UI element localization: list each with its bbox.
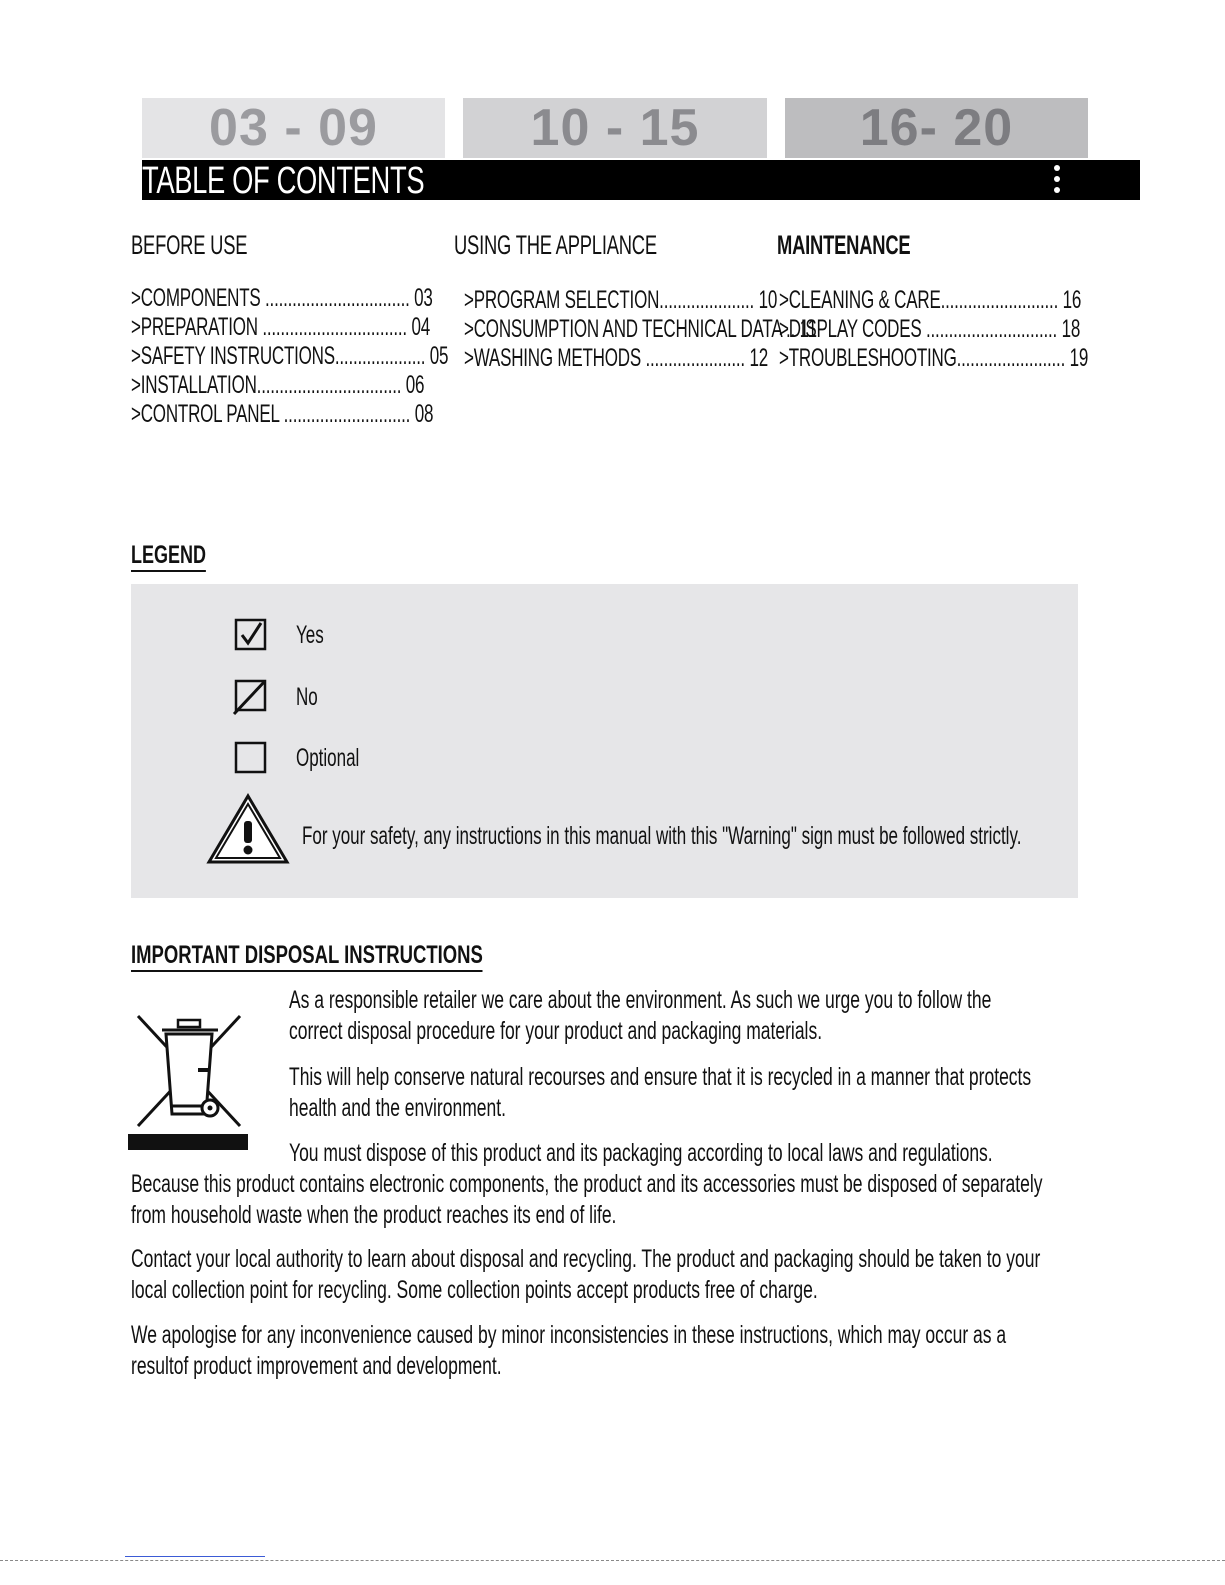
toc-column-before-use [131, 230, 449, 428]
section-heading: MAINTENANCE [777, 230, 911, 260]
empty-box-icon [234, 741, 268, 775]
more-dots-icon [1052, 160, 1062, 200]
toc-column-using-the-appliance [454, 230, 817, 372]
toc-entry[interactable]: >INSTALLATION................................ 06 [131, 371, 425, 399]
section-heading: BEFORE USE [131, 230, 248, 260]
page-border-divider [0, 1560, 1225, 1561]
toc-entry[interactable]: >CLEANING & CARE.......................... 16 [779, 286, 1082, 314]
disposal-paragraph-line: We apologise for any inconvenience caused by minor inconsistencies in these instructions, which may occur as a [131, 1321, 1007, 1349]
bottom-link-underline [125, 1556, 265, 1557]
disposal-paragraph-line: local collection point for recycling. Some collection points accept products free of charge. [131, 1276, 818, 1304]
toc-entry[interactable]: >TROUBLESHOOTING........................ 19 [779, 344, 1089, 372]
toc-entry[interactable]: >SAFETY INSTRUCTIONS.................... 05 [131, 342, 449, 370]
toc-entry[interactable]: >CONTROL PANEL ............................ 08 [131, 400, 434, 428]
disposal-paragraph-line: Because this product contains electronic components, the product and its accessories must be disposed of separately [131, 1170, 1043, 1198]
tab-pages-16-20[interactable]: 16- 20 [785, 98, 1088, 158]
disposal-paragraph-line: from household waste when the product reaches its end of life. [131, 1201, 617, 1229]
checked-box-icon [234, 618, 268, 652]
section-heading: USING THE APPLIANCE [454, 230, 657, 260]
disposal-paragraph-line: Contact your local authority to learn about disposal and recycling. The product and packaging should be taken to your [131, 1245, 1041, 1273]
disposal-title: IMPORTANT DISPOSAL INSTRUCTIONS [131, 940, 483, 972]
toc-entry[interactable]: >PREPARATION ................................ 04 [131, 313, 430, 341]
legend-no-label: No [296, 683, 318, 711]
legend-warning-text: For your safety, any instructions in this manual with this "Warning" sign must be followed strictly. [302, 822, 1022, 850]
disposal-paragraph-line: correct disposal procedure for your product and packaging materials. [289, 1017, 823, 1045]
legend-title: LEGEND [131, 540, 206, 572]
toc-title: TABLE OF CONTENTS [142, 160, 425, 202]
toc-entry[interactable]: >PROGRAM SELECTION..................... 10 [464, 286, 778, 314]
weee-crossed-bin-icon [128, 1010, 250, 1152]
legend-optional-label: Optional [296, 744, 360, 772]
crossed-box-icon [232, 678, 268, 716]
disposal-paragraph-line: This will help conserve natural recourses and ensure that it is recycled in a manner that protects [289, 1063, 1032, 1091]
tab-pages-03-09[interactable]: 03 - 09 [142, 98, 445, 158]
tab-pages-10-15[interactable]: 10 - 15 [463, 98, 767, 158]
toc-entry[interactable]: >DISPLAY CODES ............................. 18 [779, 315, 1081, 343]
toc-column-maintenance [777, 230, 1089, 372]
legend-yes-label: Yes [296, 621, 324, 649]
toc-entry[interactable]: >WASHING METHODS ...................... 12 [464, 344, 768, 372]
disposal-paragraph-line: health and the environment. [289, 1094, 506, 1122]
toc-entry[interactable]: >COMPONENTS ................................ 03 [131, 284, 433, 312]
disposal-paragraph-line: resultof product improvement and development. [131, 1352, 502, 1380]
disposal-paragraph-line: You must dispose of this product and its packaging according to local laws and regulations. [289, 1139, 993, 1167]
disposal-paragraph-line: As a responsible retailer we care about the environment. As such we urge you to follow the [289, 986, 992, 1014]
toc-entry[interactable]: >CONSUMPTION AND TECHNICAL DATA .. 11 [464, 315, 817, 343]
warning-icon [206, 793, 290, 865]
